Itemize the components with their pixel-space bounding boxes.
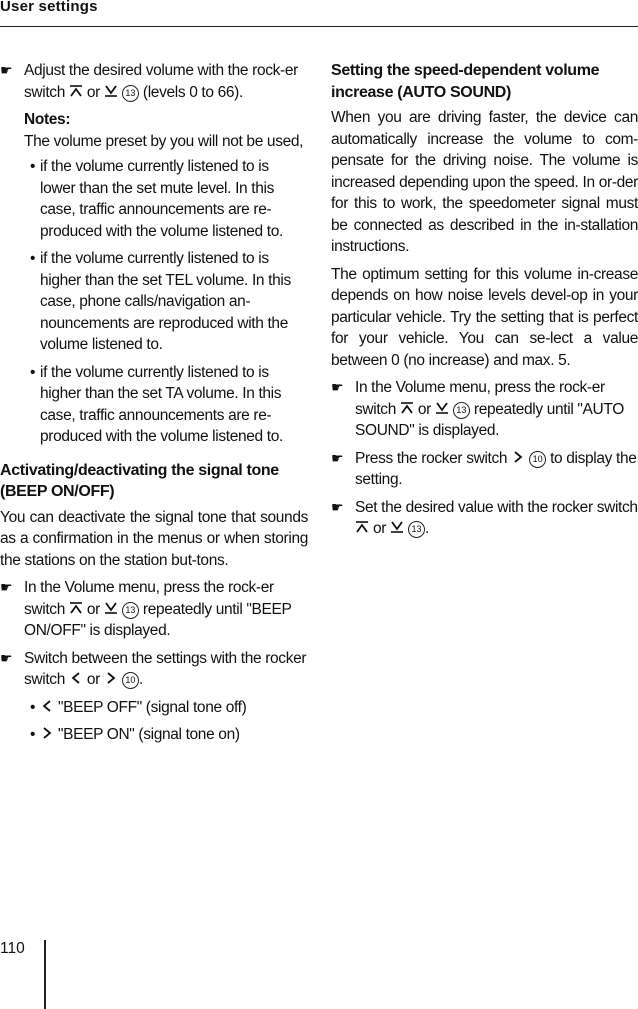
step-beep-menu: ☛ In the Volume menu, press the rock-er switch or 13 repeatedly until "BEEP ON/OFF" is displayed. [0, 579, 292, 639]
key-number-badge: 10 [529, 451, 546, 468]
step-adjust-volume: ☛ Adjust the desired volume with the rock-er switch or 13 (levels 0 to 66). [0, 62, 298, 101]
rocker-left-icon [40, 699, 54, 713]
section-heading-auto-sound: Setting the speed-dependent volume increase (AUTO SOUND) [331, 62, 600, 101]
rocker-up-icon [355, 520, 369, 534]
right-column [331, 60, 638, 546]
page-number-divider [44, 940, 46, 1009]
pointing-hand-icon: ☛ [331, 379, 344, 395]
pointing-hand-icon: ☛ [0, 62, 13, 78]
rocker-right-icon [511, 450, 525, 464]
rocker-down-icon [390, 520, 404, 534]
auto-sound-paragraph-2: The optimum setting for this volume in-crease depends on how noise levels devel-op in your particular vehicle. Try the setting that is perfect for your vehicle. You can se-lect a value between 0 (no increase) and max. 5. [331, 265, 638, 369]
key-number-badge: 13 [122, 602, 139, 619]
step-auto-sound-set: ☛ Set the desired value with the rocker switch or 13 . [331, 498, 638, 537]
step-beep-switch: ☛ Switch between the settings with the rocker switch or 10 . [0, 649, 307, 688]
rocker-up-icon [69, 84, 83, 98]
page-header [0, 0, 638, 27]
key-number-badge: 10 [122, 672, 139, 689]
rocker-up-icon [400, 401, 414, 415]
rocker-right-icon [104, 671, 118, 685]
list-item: • if the volume currently listened to is lower than the set mute level. In this case, traffic announcements are re-produced with the volume listened to. [30, 158, 283, 240]
list-item: • if the volume currently listened to is higher than the set TEL volume. In this case, phone calls/navigation an-nouncements are reproduced with the volume listened to. [30, 250, 291, 353]
page-number: 110 [0, 940, 25, 957]
beep-paragraph: You can deactivate the signal tone that sounds as a confirmation in the menus or when storing the stations on the station but-tons. [0, 508, 308, 569]
auto-sound-paragraph-1: When you are driving faster, the device can automatically increase the volume to com-pensate for the driving noise. The volume is increased depending upon the speed. In or-der for this to work, the speedometer signal must be connected as described in the in-stallation instructions. [331, 109, 638, 255]
rocker-down-icon [104, 601, 118, 615]
key-number-badge: 13 [122, 85, 139, 102]
rocker-down-icon [104, 84, 118, 98]
left-column [0, 60, 308, 752]
pointing-hand-icon: ☛ [331, 449, 344, 466]
step-auto-sound-display: ☛ Press the rocker switch 10 to display the setting. [331, 449, 637, 488]
key-number-badge: 13 [408, 521, 425, 538]
key-number-badge: 13 [453, 402, 470, 419]
rocker-right-icon [40, 726, 54, 740]
option-beep-on: • "BEEP ON" (signal tone on) [30, 726, 240, 743]
rocker-down-icon [435, 401, 449, 415]
list-item: • if the volume currently listened to is higher than the set TA volume. In this case, traffic announcements are re-produced with the volume listened to. [30, 363, 283, 445]
option-beep-off: • "BEEP OFF" (signal tone off) [30, 698, 247, 716]
section-heading-beep: Activating/deactivating the signal tone (BEEP ON/OFF) [0, 461, 279, 500]
pointing-hand-icon: ☛ [0, 649, 13, 666]
pointing-hand-icon: ☛ [331, 498, 344, 515]
rocker-up-icon [69, 601, 83, 615]
notes-text: The volume preset by you will not be used, [24, 132, 304, 150]
header-title: User settings [0, 0, 98, 15]
step-auto-sound-menu: ☛ In the Volume menu, press the rock-er switch or 13 repeatedly until "AUTO SOUND" is displayed. [331, 379, 624, 439]
pointing-hand-icon: ☛ [0, 579, 13, 595]
rocker-left-icon [69, 671, 83, 685]
notes-label: Notes: [24, 111, 71, 128]
